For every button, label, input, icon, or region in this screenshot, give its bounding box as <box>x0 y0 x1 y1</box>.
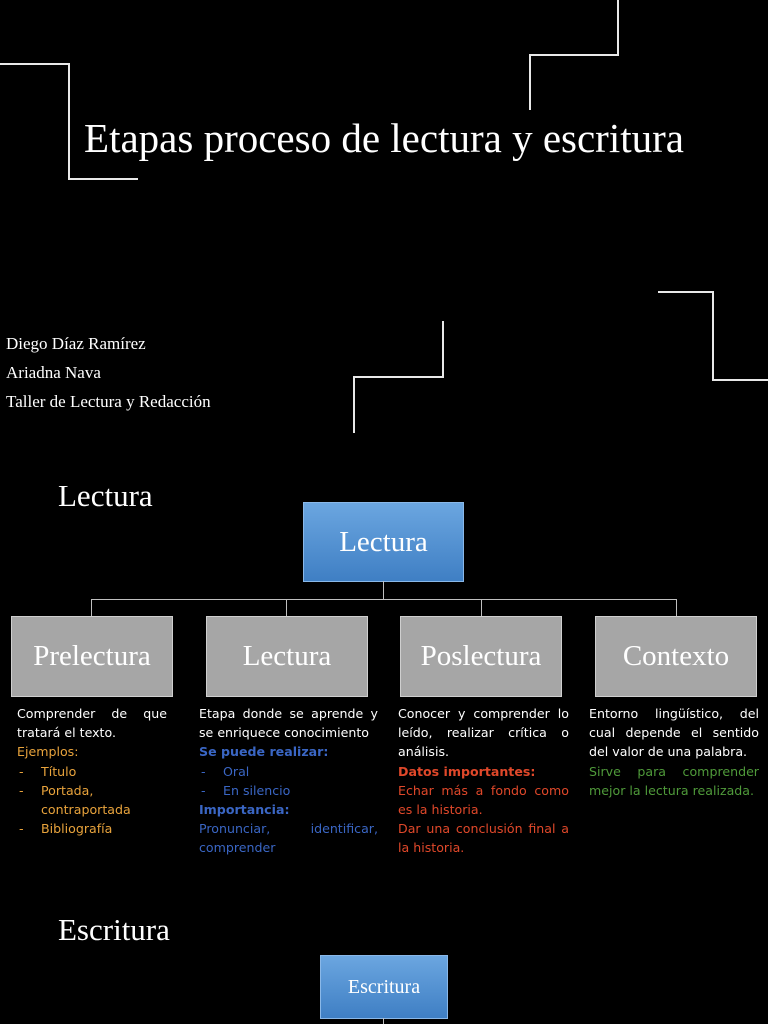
importance-text: Pronunciar, identificar, comprender <box>199 821 378 856</box>
connector-line <box>383 1018 384 1024</box>
decorative-line <box>712 379 768 381</box>
author-name: Diego Díaz Ramírez <box>6 334 146 353</box>
list-item: - Título <box>19 763 77 779</box>
connector-line <box>676 599 677 616</box>
section-heading-escritura: Escritura <box>58 912 170 947</box>
decorative-line <box>658 291 713 293</box>
data-label: Datos importantes: <box>398 763 536 779</box>
examples-label: Ejemplos: <box>17 744 79 760</box>
description-text: Conocer y comprender lo leído, realizar crítica o análisis. <box>398 706 569 760</box>
box-lectura: Lectura <box>206 616 368 697</box>
connector-line <box>91 599 92 616</box>
list-item: - Bibliografía <box>19 821 113 837</box>
connector-line <box>91 599 677 600</box>
poslectura-description <box>398 704 569 858</box>
diagram-root-box: Lectura <box>303 502 464 582</box>
decorative-line <box>0 63 69 65</box>
description-text: Etapa donde se aprende y se enriquece conocimiento <box>199 706 378 741</box>
description-text: Entorno lingüístico, del cual depende el sentido del valor de una palabra. <box>589 706 759 760</box>
list-item: - Portada, contraportada <box>19 782 131 818</box>
list-item: - Oral <box>201 763 250 779</box>
box-poslectura: Poslectura <box>400 616 562 697</box>
connector-line <box>286 599 287 616</box>
decorative-line <box>353 376 444 378</box>
decorative-line <box>68 178 138 180</box>
description-text: Comprender de que tratará el texto. <box>17 706 167 741</box>
box-contexto: Contexto <box>595 616 757 697</box>
authors-block <box>6 329 211 416</box>
prelectura-description <box>17 704 167 838</box>
list-item: Echar más a fondo como es la historia. <box>398 782 569 818</box>
decorative-line <box>529 54 619 56</box>
connector-line <box>481 599 482 616</box>
connector-line <box>383 581 384 600</box>
contexto-description <box>589 704 759 800</box>
section-heading-lectura: Lectura <box>58 478 153 513</box>
box-prelectura: Prelectura <box>11 616 173 697</box>
decorative-line <box>529 54 531 110</box>
list-item: - En silencio <box>201 782 291 798</box>
decorative-line <box>617 0 619 56</box>
decorative-line <box>353 376 355 433</box>
diagram-root-box: Escritura <box>320 955 448 1019</box>
lectura-description <box>199 704 378 858</box>
can-label: Se puede realizar: <box>199 744 329 760</box>
importance-label: Importancia: <box>199 802 290 818</box>
decorative-line <box>442 321 444 378</box>
course-name: Taller de Lectura y Redacción <box>6 392 211 411</box>
decorative-line <box>712 291 714 381</box>
slide-title: Etapas proceso de lectura y escritura <box>84 115 684 161</box>
note-text: Sirve para comprender mejor la lectura realizada. <box>589 763 759 798</box>
list-item: Dar una conclusión final a la historia. <box>398 821 569 856</box>
author-name: Ariadna Nava <box>6 363 101 382</box>
